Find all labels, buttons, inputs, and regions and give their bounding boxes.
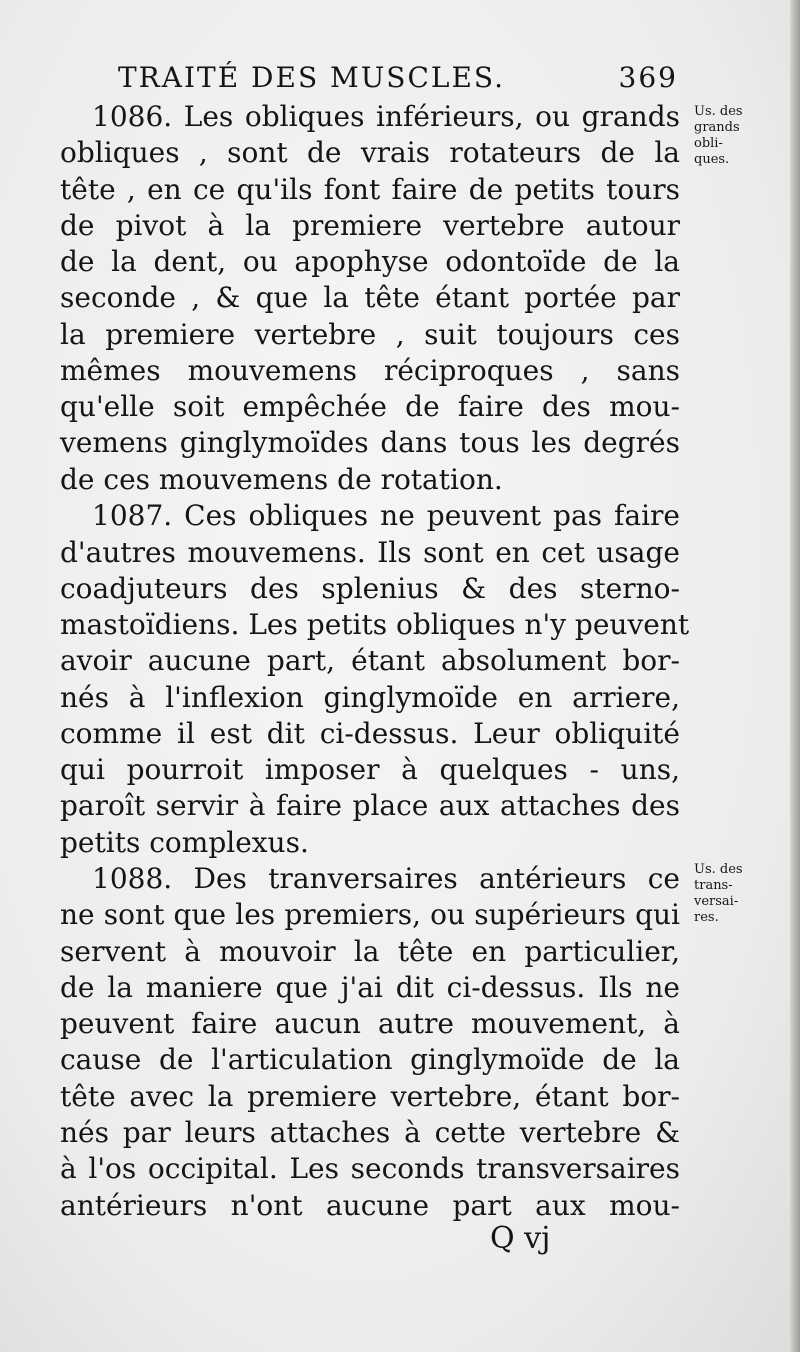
text-line: servent à mouvoir la tête en particulier, (60, 935, 680, 968)
text-line: coadjuteurs des splenius & des sterno- (60, 572, 680, 605)
margin-note-line: obli- (694, 136, 723, 151)
signature-mark: Q vj (490, 1221, 551, 1256)
text-line: comme il est dit ci-dessus. Leur obliquité (60, 717, 680, 750)
text-line: tête , en ce qu'ils font faire de petits tours (60, 173, 680, 206)
text-line: vemens ginglymoïdes dans tous les degrés (60, 426, 680, 459)
text-line: mastoïdiens. Les petits obliques n'y peuvent (60, 608, 690, 641)
text-line: petits complexus. (60, 826, 309, 859)
text-line: 1088. Des tranversaires antérieurs ce (92, 862, 680, 895)
text-line: de pivot à la premiere vertebre autour (60, 209, 680, 242)
text-line: d'autres mouvemens. Ils sont en cet usage (60, 536, 680, 569)
margin-note-grands-obliques (694, 104, 790, 168)
text-line: paroît servir à faire place aux attaches des (60, 789, 680, 822)
text-line: 1086. Les obliques inférieurs, ou grands (92, 100, 680, 133)
margin-note-line: Us. des (694, 104, 743, 119)
text-line: de ces mouvemens de rotation. (60, 463, 503, 496)
text-line: qu'elle soit empêchée de faire des mou- (60, 390, 680, 423)
running-title: TRAITÉ DES MUSCLES. (118, 61, 506, 94)
text-line: à l'os occipital. Les seconds transversaires (60, 1152, 680, 1185)
margin-note-line: versai- (694, 894, 739, 909)
text-line: ne sont que les premiers, ou supérieurs qui (60, 898, 680, 931)
margin-note-line: grands (694, 120, 740, 135)
text-line: tête avec la premiere vertebre, étant bor- (60, 1080, 680, 1113)
margin-note-line: trans- (694, 878, 733, 893)
text-line: de la maniere que j'ai dit ci-dessus. Ils ne (60, 971, 680, 1004)
text-line: nés à l'inflexion ginglymoïde en arriere, (60, 681, 680, 714)
text-line: mêmes mouvemens réciproques , sans (60, 354, 680, 387)
text-line: peuvent faire aucun autre mouvement, à (60, 1007, 680, 1040)
text-line: obliques , sont de vrais rotateurs de la (60, 136, 680, 169)
text-line: de la dent, ou apophyse odontoïde de la (60, 245, 680, 278)
margin-note-transversaires (694, 862, 790, 926)
text-line: 1087. Ces obliques ne peuvent pas faire (92, 499, 680, 532)
text-line: la premiere vertebre , suit toujours ces (60, 318, 680, 351)
margin-note-line: ques. (694, 152, 730, 167)
text-line: antérieurs n'ont aucune part aux mou- (60, 1189, 680, 1222)
page-edge-shadow (790, 0, 800, 1352)
page-number: 369 (618, 61, 678, 94)
text-line: avoir aucune part, étant absolument bor- (60, 644, 680, 677)
margin-note-line: Us. des (694, 862, 743, 877)
running-header (118, 58, 678, 98)
text-line: cause de l'articulation ginglymoïde de la (60, 1043, 680, 1076)
text-line: nés par leurs attaches à cette vertebre & (60, 1116, 680, 1149)
text-line: qui pourroit imposer à quelques - uns, (60, 753, 680, 786)
text-line: seconde , & que la tête étant portée par (60, 281, 680, 314)
margin-note-line: res. (694, 910, 719, 925)
